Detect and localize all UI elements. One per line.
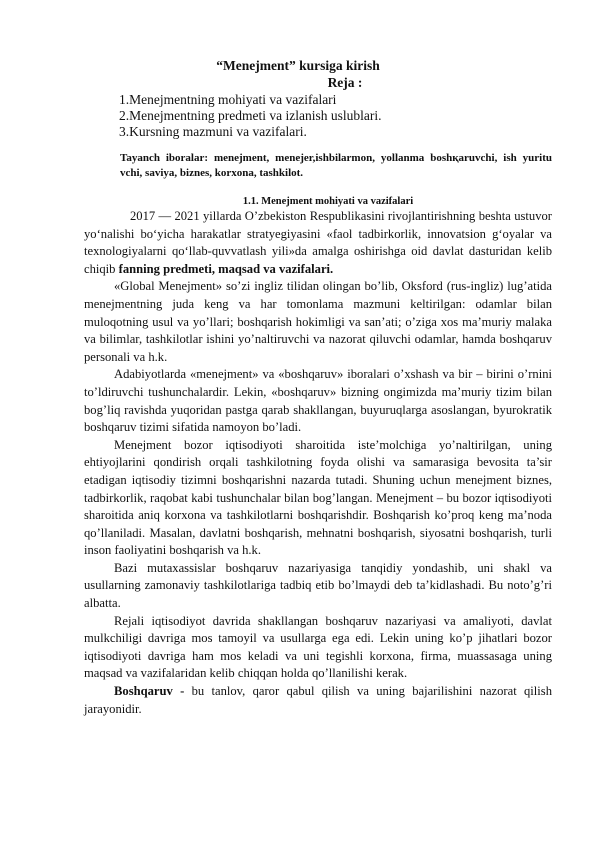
paragraph: Bazi mutaxassislar boshqaruv nazariyasiga tanqidiy yondashib, uni shakl va usullarning zamonaviy tashkilotlariga tadbiq etib bo’lmaydi deb ta’kidlashadi. Bu noto’g’ri albatta.	[84, 560, 552, 611]
section-heading: 1.1. Menejment mohiyati va vazifalari	[242, 196, 414, 207]
emphasis-text: Boshqaruv -	[114, 684, 185, 699]
paragraph: Boshqaruv - bu tanlov, qaror qabul qilish va uning bajarilishini nazorat qilish jarayonidir.	[84, 684, 552, 716]
paragraph: 2017 — 2021 yillarda O’zbekiston Respublikasini rivojlantirishning beshta ustuvor yo‘nalishi bo‘yicha harakatlar stratyegiyasini «faol tadbirkorlik, innovatsion g‘oyalar va texnologiyalarni qo‘llab-quvvatlash yili»da amalga oshirishga oid davlat dasturidan kelib chiqib fanning predmeti, maqsad va vazifalari.	[84, 209, 552, 276]
plan-item: 3.Kursning mazmuni va vazifalari.	[119, 124, 307, 139]
plan-item: 1.Menejmentning mohiyati va vazifalari	[119, 92, 337, 107]
paragraph: Menejment bozor iqtisodiyoti sharoitida iste’molchiga yo’naltirilgan, uning ehtiyojlarini qondirish orqali tashkilotning foyda olishi va samarasiga bevosita ta’sir etadigan iqtisodiy tizimni boshqarishni nazarda tutadi. Shuning uchun menejment biznes, tadbirkorlik, raqobat kabi tushunchalar bilan bog’langan. Menejment – bu bozor iqtisodiyoti sharoitida aniq korxona va tashkilotlarni boshqarishdir. Boshqarish ko’proq keng ma’noda qo’llaniladi. Masalan, davlatni boshqarish, mehnatni boshqarish, siyosatni boshqarish, turli inson faoliyatini boshqarish va h.k.	[84, 437, 552, 558]
paragraph: «Global Menejment» so’zi ingliz tilidan olingan bo’lib, Oksford (rus-ingliz) lug’atida menejmentning juda keng va har tomonlama mazmuni keltirilgan: odamlar bilan muloqotning usul va yo’llari; boshqarish hokimligi va san’ati; o’ziga xos ma’muriy malaka va bilimlar, tashkilotlar ishini yo’naltiruvchi va nazorat qiluvchi odamlar, hamda boshqaruv personali va h.k.	[84, 279, 552, 364]
paragraph: Adabiyotlarda «menejment» va «boshqaruv» iboralari o’xshash va bir – birini o’rnini to’ldiruvchi tushunchalardir. Lekin, «boshqaruv» bizning ongimizda ma’muriy tizim bilan bog’liq ravishda yuqoridan pastga qarab shakllangan, buyuruqlarga asoslangan, byurokratik boshqaruv tizimi sifatida namoyon bo’ladi.	[84, 367, 552, 435]
keywords-paragraph: Tayanch iboralar: menejment, menejer,ishbilarmon, yollanma boshқaruvchi, ish yuritu vchi, saviya, biznes, korxona, tashkilot.	[120, 152, 552, 179]
plan-item: 2.Menejmentning predmeti va izlanish uslublari.	[119, 108, 382, 123]
plan-heading: Reja :	[327, 75, 363, 90]
body-text	[84, 208, 552, 718]
plan-list	[119, 92, 381, 140]
document-title: “Menejment” kursiga kirish	[216, 58, 380, 73]
paragraph: Rejali iqtisodiyot davrida shakllangan boshqaruv nazariyasi va amaliyoti, davlat mulkchiligi davriga mos tamoyil va usullarga ega edi. Lekin uning ko’p jihatlari bozor iqtisodiyoti davriga ham mos keladi va uni tegishli korxona, firma, muassasaga uning maqsad va vazifalaridan kelib chiqqan holda qo’llanilishi kerak.	[84, 613, 552, 681]
emphasis-text: fanning predmeti, maqsad va vazifalari.	[118, 261, 334, 276]
